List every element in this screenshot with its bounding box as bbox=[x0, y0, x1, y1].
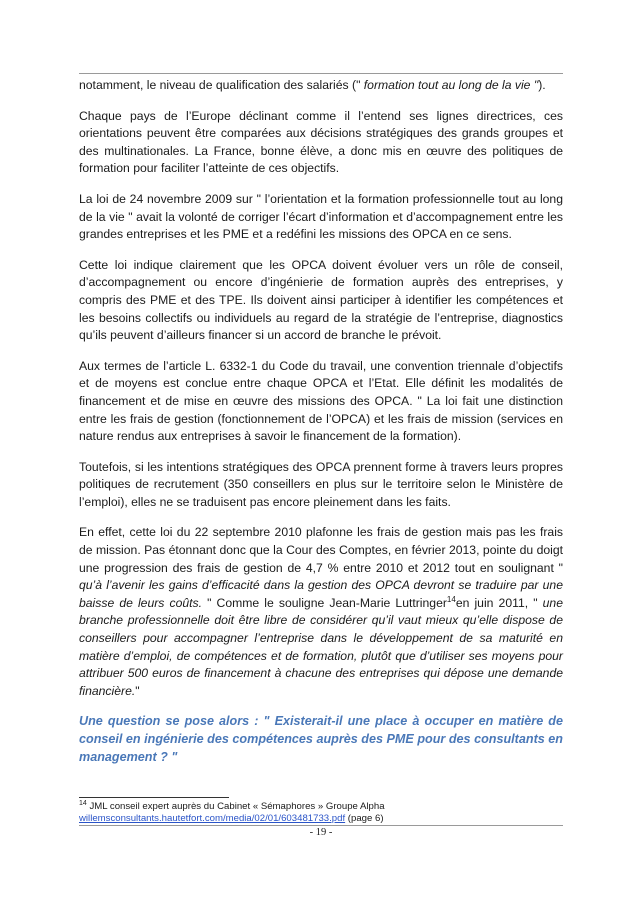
paragraph-3 bbox=[79, 191, 563, 244]
paragraph-6 bbox=[79, 459, 563, 512]
footer-rule bbox=[79, 825, 563, 826]
body-text bbox=[79, 77, 563, 779]
text-run: Cette loi indique clairement que les OPCA doivent évoluer vers un rôle de conseil, d’accompagnement ou encore d’ingénierie de formation auprès des entreprises, y compris des PME et des TPE. Ils doivent ainsi participer à identifier les compétences et les besoins collectifs ou individuels au regard de la stratégie de l’entreprise, diagnostics qu’ils peuvent d’ailleurs financer si un accord de branche le prévoit. bbox=[79, 257, 563, 343]
paragraph-1 bbox=[79, 77, 563, 95]
footnote-page-ref: (page 6) bbox=[345, 813, 384, 824]
text-run: Toutefois, si les intentions stratégiques des OPCA prennent forme à travers leurs propres politiques de recrutement (350 conseillers en plus sur le territoire selon le Ministère de l’emploi), elles ne se traduisent pas encore pleinement dans les faits. bbox=[79, 459, 563, 509]
text-run: La loi de 24 novembre 2009 sur " l’orientation et la formation professionnelle tout au long de la vie " avait la volonté de corriger l’écart d’information et d’accompagnement entre les grandes entreprises et les PME et a redéfini les missions des OPCA en ce sens. bbox=[79, 191, 563, 242]
footnote-link[interactable]: willemsconsultants.hautetfort.com/media/02/01/603481733.pdf bbox=[79, 813, 346, 824]
footnote-ref: 14 bbox=[446, 594, 456, 604]
text-run: " Comme le souligne Jean-Marie Luttringer bbox=[202, 595, 447, 610]
text-run: " bbox=[135, 683, 140, 698]
paragraph-7 bbox=[79, 524, 563, 700]
italic-run: formation tout au long de la vie " bbox=[363, 78, 539, 92]
text-run: En effet, cette loi du 22 septembre 2010 plafonne les frais de gestion mais pas les frais de mission. Pas étonnant donc que la Cour des Comptes, en février 2013, pointe du doigt une progression des frais de gestion de 4,7 % entre 2010 et 2012 tout en soulignant " bbox=[79, 525, 563, 575]
text-run: ). bbox=[538, 78, 546, 92]
question-paragraph: Une question se pose alors : " Existerait-il une place à occuper en matière de conseil en ingénierie des compétences auprès des PME pour des consultants en management ? " bbox=[79, 714, 563, 764]
text-run: en juin 2011, " bbox=[455, 595, 543, 610]
text-run: Chaque pays de l’Europe déclinant comme il l’entend ses lignes directrices, ces orientations peuvent être comparées aux décisions stratégiques des grands groupes et des multinationales. La France, bonne élève, a donc mis en œuvre des politiques de formation pour faciliter l’atteinte de ces objectifs. bbox=[79, 108, 563, 176]
italic-run: qu’à l’avenir les gains d’efficacité dans la gestion des OPCA devront se traduire par une baisse de leurs coûts. bbox=[79, 578, 563, 610]
header-rule bbox=[79, 73, 563, 74]
paragraph-5 bbox=[79, 358, 563, 446]
page-number: - 19 - bbox=[309, 827, 333, 838]
footnote bbox=[79, 801, 563, 825]
text-run: Aux termes de l’article L. 6332-1 du Code du travail, une convention triennale d’objectifs et de moyens est conclue entre chaque OPCA et l’Etat. Elle définit les modalités de financement et de mise en œuvre des missions des OPCA. " La loi fait une distinction entre les frais de gestion (fonctionnement de l’OPCA) et les frais de mission (services en nature rendus aux entreprises à savoir le financement de la formation). bbox=[79, 358, 563, 444]
paragraph-2 bbox=[79, 108, 563, 178]
italic-run: une branche professionnelle doit être libre de considérer qu’il vaut mieux qu’elle dispose de conseillers pour accompagner l’entreprise dans le développement de sa maturité en matière d’emploi, de compétences et de formation, plutôt que d’utiliser ses moyens pour attribuer 500 euros de financement à chacune des entreprises qui dépose une demande financière. bbox=[79, 595, 563, 698]
footnote-text: JML conseil expert auprès du Cabinet « Sémaphores » Groupe Alpha bbox=[86, 801, 385, 812]
paragraph-4 bbox=[79, 257, 563, 345]
footnote-number: 14 bbox=[79, 799, 87, 807]
text-run: notamment, le niveau de qualification des salariés (" bbox=[79, 78, 364, 92]
footnote-separator bbox=[79, 797, 229, 798]
